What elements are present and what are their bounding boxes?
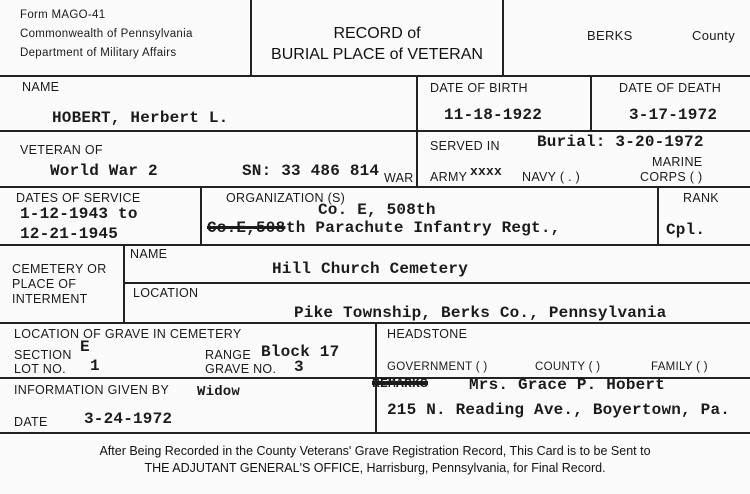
form-id: Form MAGO-41 <box>20 9 106 21</box>
rule <box>0 244 750 246</box>
served-in-label: SERVED IN <box>430 139 500 153</box>
rule <box>0 130 750 132</box>
form-title-line2: BURIAL PLACE of VETERAN <box>271 46 483 63</box>
lot-label: LOT NO. <box>14 362 66 376</box>
cemetery-name-label: NAME <box>130 247 168 261</box>
rule <box>200 186 202 244</box>
form-title-line1: RECORD of <box>333 25 421 42</box>
rule <box>123 282 750 284</box>
war-suffix: WAR <box>384 171 414 185</box>
rank-value: Cpl. <box>666 221 706 239</box>
remarks-line2: 215 N. Reading Ave., Boyertown, Pa. <box>387 401 731 419</box>
remarks-strike: REMARKS <box>372 376 429 391</box>
grave-location-label: LOCATION OF GRAVE IN CEMETERY <box>14 327 242 341</box>
burial-date: Burial: 3-20-1972 <box>537 133 704 151</box>
cemetery-label-3: INTERMENT <box>12 292 88 306</box>
rule <box>502 0 504 75</box>
corps-label: CORPS ( ) <box>640 170 703 184</box>
organization-label: ORGANIZATION (S) <box>226 191 346 205</box>
birth-date: 11-18-1922 <box>444 106 543 124</box>
footer-line2: THE ADJUTANT GENERAL'S OFFICE, Harrisburg, Pennsylvania, for Final Record. <box>144 461 606 475</box>
grave-no-value: 3 <box>294 358 304 376</box>
organization-line1: Co. E, 508th <box>318 201 436 219</box>
form-issuer-line1: Commonwealth of Pennsylvania <box>20 28 193 40</box>
section-label: SECTION <box>14 348 72 362</box>
organization-line2: th Parachute Infantry Regt., <box>286 219 561 237</box>
death-label: DATE OF DEATH <box>619 81 722 95</box>
marine-label: MARINE <box>652 155 703 169</box>
army-label: ARMY <box>430 170 468 184</box>
death-date: 3-17-1972 <box>629 106 718 124</box>
navy-label: NAVY ( . ) <box>522 170 581 184</box>
veteran-of-label: VETERAN OF <box>20 143 103 157</box>
cemetery-label-2: PLACE OF <box>12 277 77 291</box>
headstone-label: HEADSTONE <box>387 327 468 341</box>
name-label: NAME <box>22 80 60 94</box>
county-value: BERKS <box>587 28 633 43</box>
range-value: Block 17 <box>261 343 340 361</box>
veteran-name: HOBERT, Herbert L. <box>52 109 229 127</box>
info-given-value: Widow <box>197 384 241 400</box>
location-label: LOCATION <box>133 286 199 300</box>
lot-value: 1 <box>90 357 100 375</box>
war-value: World War 2 <box>50 162 158 180</box>
date-label: DATE <box>14 415 48 429</box>
section-value: E <box>80 338 90 356</box>
footer-line1: After Being Recorded in the County Veterans' Grave Registration Record, This Card is to be Sent to <box>99 444 651 458</box>
rule <box>123 244 125 322</box>
remarks-line1: Mrs. Grace P. Hobert <box>469 376 666 394</box>
headstone-family: FAMILY ( ) <box>651 361 708 373</box>
form-issuer-line2: Department of Military Affairs <box>20 47 177 59</box>
rule <box>657 186 659 244</box>
service-from: 1-12-1943 to <box>20 205 138 223</box>
rule <box>590 75 592 131</box>
info-given-label: INFORMATION GIVEN BY <box>14 383 170 397</box>
cemetery-name: Hill Church Cemetery <box>272 260 469 278</box>
service-dates-label: DATES OF SERVICE <box>16 191 141 205</box>
service-to: 12-21-1945 <box>20 225 119 243</box>
date-value: 3-24-1972 <box>84 410 173 428</box>
headstone-county: COUNTY ( ) <box>535 361 601 373</box>
birth-label: DATE OF BIRTH <box>430 81 528 95</box>
county-label: County <box>692 28 735 43</box>
rule <box>0 75 750 77</box>
range-label: RANGE <box>205 348 251 362</box>
serial-number: SN: 33 486 814 <box>242 162 380 180</box>
grave-no-label: GRAVE NO. <box>205 362 277 376</box>
army-mark: xxxx <box>470 164 503 179</box>
organization-strike: Co.E,508 <box>207 219 286 237</box>
cemetery-location: Pike Township, Berks Co., Pennsylvania <box>294 304 667 322</box>
cemetery-label-1: CEMETERY OR <box>12 262 107 276</box>
rule <box>0 186 750 188</box>
rank-label: RANK <box>683 191 719 205</box>
rule <box>0 432 750 434</box>
rule <box>416 75 418 186</box>
headstone-government: GOVERNMENT ( ) <box>387 361 488 373</box>
